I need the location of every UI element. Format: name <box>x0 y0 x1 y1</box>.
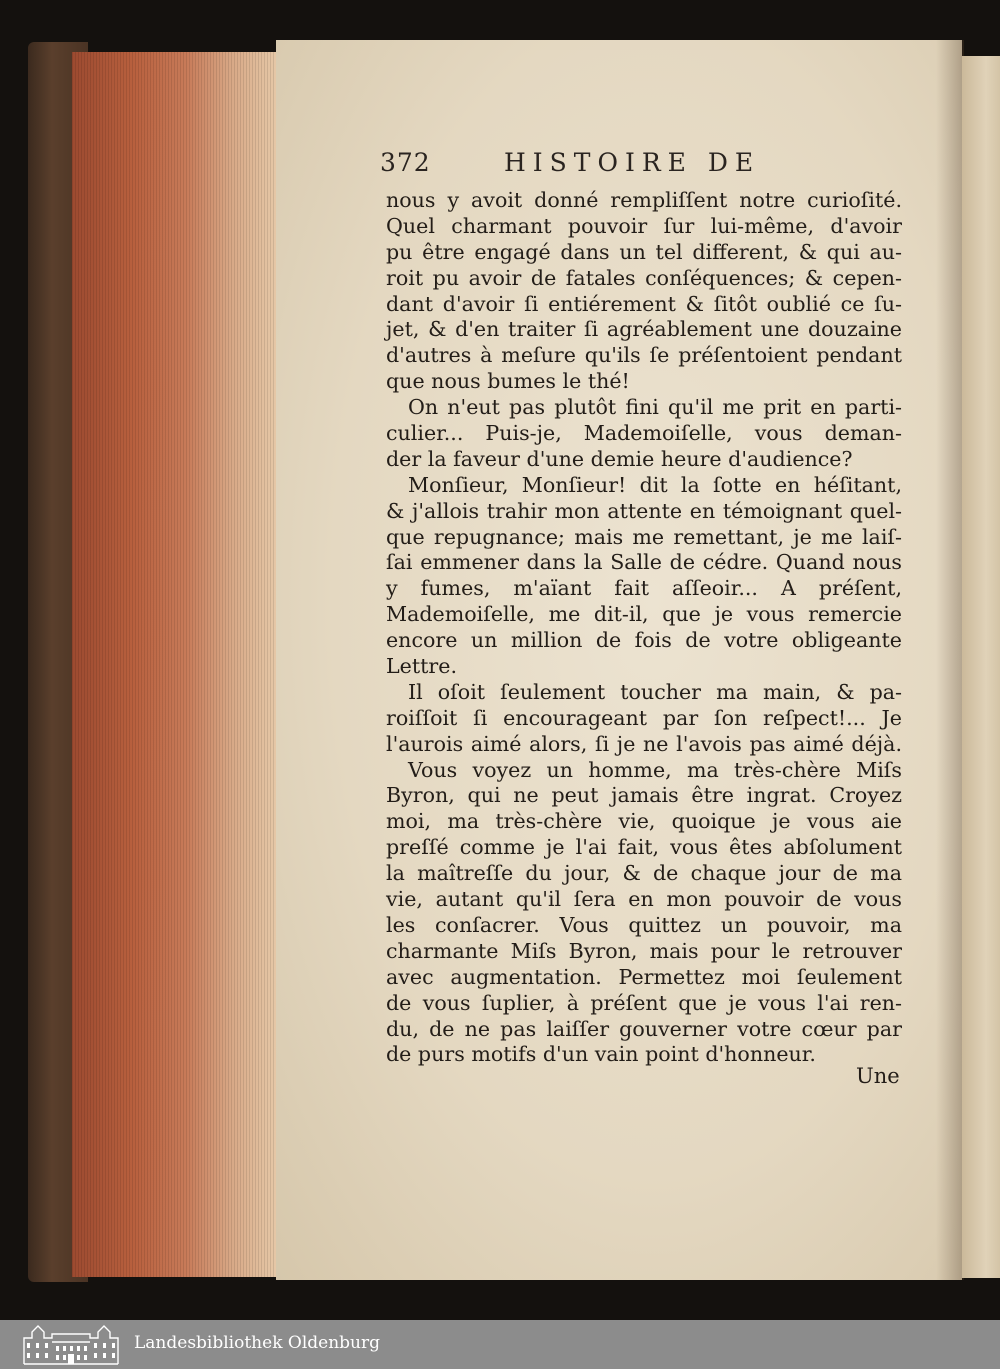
text-line: d'autres à meſure qu'ils ſe préſentoient pendant <box>386 343 902 368</box>
page-body-text <box>386 188 902 1068</box>
text-line: roiſſoit ſi encourageant par ſon reſpect!... Je <box>386 705 902 730</box>
text-line: On n'eut pas plutôt fini qu'il me prit en parti- <box>408 395 902 420</box>
text-line: que repugnance; mais me remettant, je me laiſ- <box>386 524 902 549</box>
running-title: HISTOIRE DE <box>504 148 761 177</box>
text-line: der la faveur d'une demie heure d'audience? <box>386 446 853 471</box>
text-line: Mademoiſelle, me dit-il, que je vous remercie <box>386 602 902 627</box>
text-line: Byron, qui ne peut jamais être ingrat. Croyez <box>386 783 902 808</box>
text-line: moi, ma très-chère vie, quoique je vous aie <box>386 809 902 834</box>
text-line: Vous voyez un homme, ma très-chère Miſs <box>408 757 902 782</box>
page-header <box>380 148 900 188</box>
text-line: la maîtreſſe du jour, & de chaque jour de ma <box>386 861 902 886</box>
page-number: 372 <box>380 148 431 177</box>
text-line: jet, & d'en traiter ſi agréablement une douzaine <box>386 317 902 342</box>
text-line: de vous ſuplier, à préſent que je vous l'ai ren- <box>386 990 902 1015</box>
text-line: & j'allois trahir mon attente en témoignant quel- <box>386 498 902 523</box>
text-line: vie, autant qu'il ſera en mon pouvoir de vous <box>386 887 902 912</box>
facing-page-edge <box>962 56 1000 1278</box>
library-building-icon <box>22 1324 120 1365</box>
page-fore-edge <box>72 52 278 1277</box>
text-line: roit pu avoir de fatales conſéquences; & cepen- <box>386 265 902 290</box>
text-line: nous y avoit donné rempliſſent notre curioſité. <box>386 188 902 212</box>
text-line: ſai emmener dans la Salle de cédre. Quand nous <box>386 550 902 575</box>
text-line: l'aurois aimé alors, ſi je ne l'avois pas aimé déjà. <box>386 731 902 756</box>
text-line: encore un million de fois de votre obligeante <box>386 628 902 653</box>
text-line: Lettre. <box>386 654 457 679</box>
text-line: dant d'avoir ſi entiérement & ſitôt oublié ce ſu- <box>386 291 902 316</box>
text-line: y fumes, m'aïant fait aſſeoir... A préſent, <box>386 576 902 601</box>
text-line: les conſacrer. Vous quittez un pouvoir, ma <box>386 912 902 937</box>
text-line: charmante Miſs Byron, mais pour le retrouver <box>386 938 902 963</box>
text-line: Il oſoit ſeulement toucher ma main, & pa- <box>408 679 902 704</box>
text-line: du, de ne pas laiſſer gouverner votre cœur par <box>386 1016 902 1041</box>
text-line: culier... Puis-je, Mademoiſelle, vous deman- <box>386 421 902 446</box>
text-line: pu être engagé dans un tel different, & qui au- <box>386 239 902 264</box>
text-line: de purs motifs d'un vain point d'honneur. <box>386 1042 816 1067</box>
library-footer <box>0 1320 1000 1369</box>
page-gutter <box>936 40 964 1280</box>
text-line: preſſé comme je l'ai fait, vous êtes abſolument <box>386 835 902 860</box>
text-line: Monſieur, Monſieur! dit la ſotte en héſitant, <box>408 472 902 497</box>
library-name: Landesbibliothek Oldenburg <box>134 1333 381 1353</box>
catchword: Une <box>856 1064 900 1088</box>
text-line: avec augmentation. Permettez moi ſeulement <box>386 964 902 989</box>
text-line: que nous bumes le thé! <box>386 369 630 394</box>
text-line: Quel charmant pouvoir ſur lui-même, d'avoir <box>386 213 902 238</box>
